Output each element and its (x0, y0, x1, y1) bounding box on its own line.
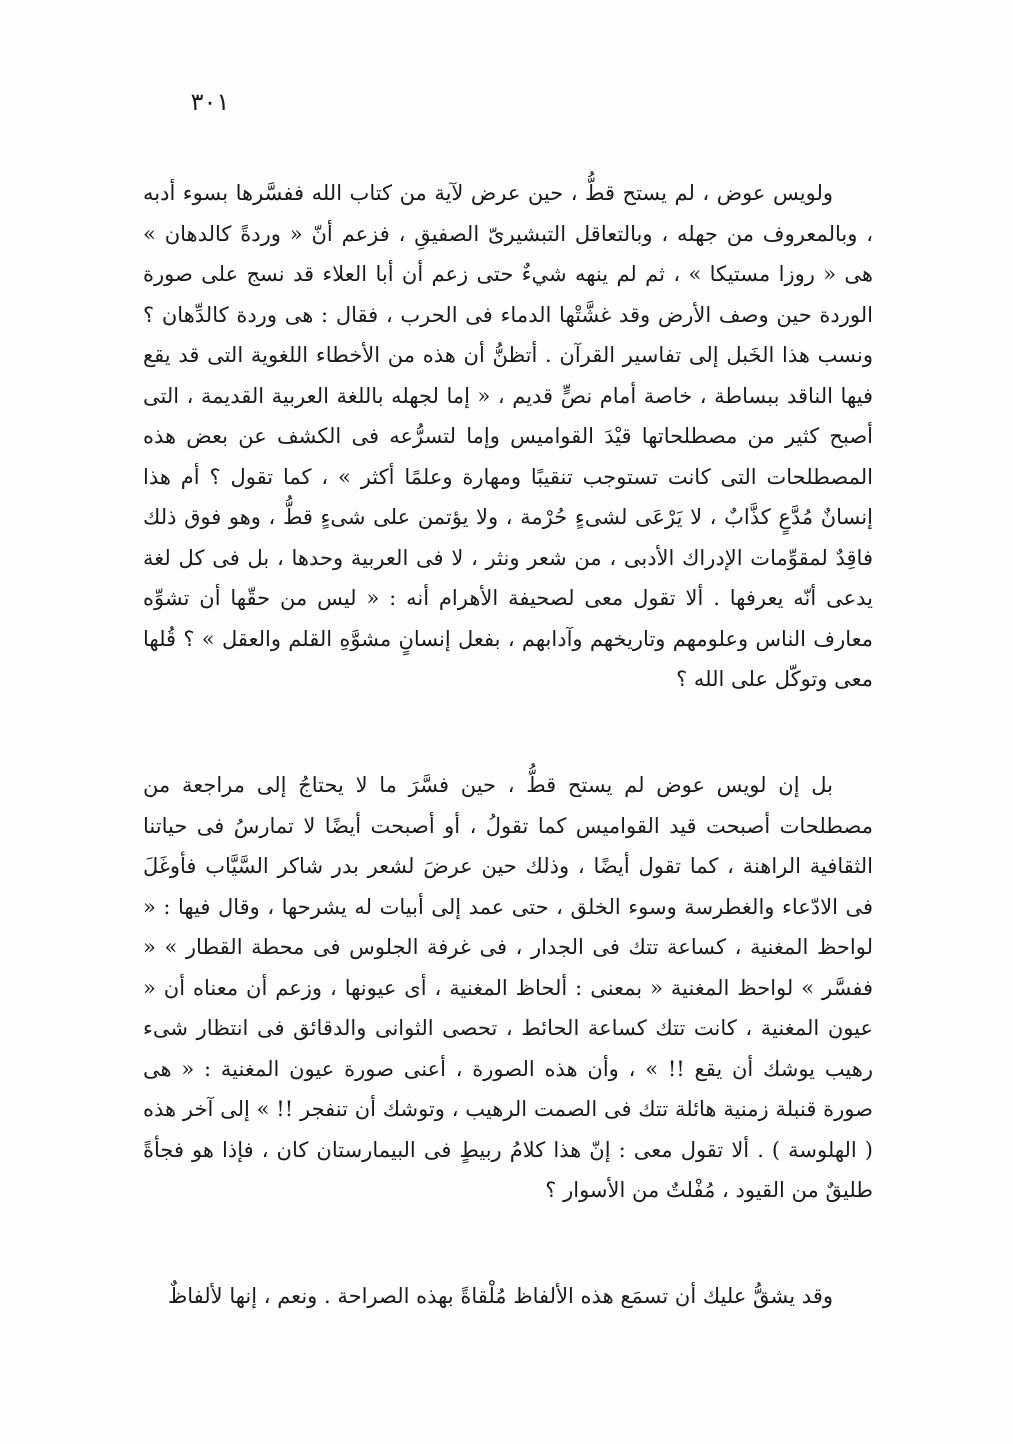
paragraph-3: وقد يشقُّ عليك أن تسمَع هذه الألفاظ مُلْقاةً بهذه الصراحة . ونعم ، إنها لألفاظٌ (167, 1284, 833, 1308)
page-number: ٣٠١ (190, 88, 230, 116)
paragraph-1: ولويس عوض ، لم يستح قطُّ ، حين عرض لآية من كتاب الله ففسَّرها بسوء أدبه ، وبالمعروف من جهله ، وبالتعاقل التبشيرىّ الصفيقِ ، فزعم أنّ « وردةً كالدهان » هى « روزا مستيكا » ، ثم لم ينهه شيءٌ حتى زعم أن أبا العلاء قد نسج على صورة الوردة حين وصف الأرض وقد غشَّتْها الدماء فى الحرب ، فقال : هى وردة كالدِّهان ؟ ونسب هذا الخَبل إلى تفاسير القرآن . أتظنُّ أن هذه من الأخطاء اللغوية التى قد يقع فيها الناقد ببساطة ، خاصة أمام نصٍّ قديم ، « إما لجهله باللغة العربية القديمة ، التى أصبح كثير من مصطلحاتها قيْدَ القواميس وإما لتسرُّعه فى الكشف عن بعض هذه المصطلحات التى كانت تستوجب تنقيبًا ومهارة وعلمًا أكثر » ، كما تقول ؟ أم هذا إنسانٌ مُدَّعٍ كذَّابٌ ، لا يَرْعَى لشىءٍ حُرْمة ، ولا يؤتمن على شىءٍ قطُّ ، وهو فوق ذلك فاقِدٌ لمقوِّمات الإدراك الأدبى ، من شعر ونثر ، لا فى العربية وحدها ، بل فى كل لغة يدعى أنّه يعرفها . ألا تقول معى لصحيفة الأهرام أنه : « ليس من حقّها أن تشوِّه معارف الناس وعلومهم وتاريخهم وآدابهم ، بفعل إنسانٍ مشوَّهِ القلم والعقل » ؟ قُلها معى وتوكّل على الله ؟ (143, 181, 873, 691)
body-text (143, 0, 873, 1444)
paragraph-2: بل إن لويس عوض لم يستح قطُّ ، حين فسَّرَ ما لا يحتاجُ إلى مراجعة من مصطلحات أصبحت قيد القواميس كما تقولُ ، أو أصبحت أيضًا لا تمارسُ فى حياتنا الثقافية الراهنة ، كما تقول أيضًا ، وذلك حين عرضَ لشعر بدر شاكر السَّيَّاب فأوغَلَ فى الادّعاء والغطرسة وسوء الخلق ، حتى عمد إلى أبيات له يشرحها ، وقال فيها : « لواحظ المغنية ، كساعة تتك فى الجدار ، فى غرفة الجلوس فى محطة القطار » « ففسَّر » لواحظ المغنية « بمعنى : ألحاظ المغنية ، أى عيونها ، وزعم أن معناه أن « عيون المغنية ، كانت تتك كساعة الحائط ، تحصى الثوانى والدقائق فى انتظار شىء رهيب يوشك أن يقع !! » ، وأن هذه الصورة ، أعنى صورة عيون المغنية : « هى صورة قنبلة زمنية هائلة تتك فى الصمت الرهيب ، وتوشك أن تنفجر !! » إلى آخر هذه ( الهلوسة ) . ألا تقول معى : إنّ هذا كلامُ ربيطٍ فى البيمارستان كان ، فإذا هو فجأةً طليقٌ من القيود ، مُفْلتٌ من الأسوار ؟ (143, 773, 873, 1202)
